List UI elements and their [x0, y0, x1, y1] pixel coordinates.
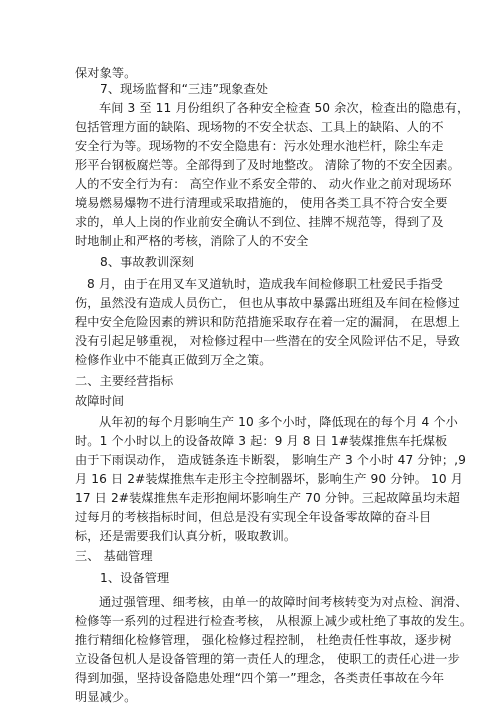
text-line: 通过强管理、细考核，由单一的故障时间考核转变为对点检、润滑、	[99, 595, 468, 609]
text-line: 推行精细化检修管理， 强化检修过程控制， 杜绝责任性事故，逐步树	[75, 633, 452, 647]
text-line: 由于下雨误动作， 造成链条连卡断裂， 影响生产 3 个小时 47 分钟；,9	[75, 453, 466, 467]
section-heading: 7、现场监督和“三违”现象查处	[100, 82, 269, 96]
text-line: 安全行为等。现场物的不安全隐患有：污水处理水池栏杆，除尘车走	[75, 139, 444, 153]
text-line: 从年初的每个月影响生产 10 多个小时，降低现在的每个月 4 个小	[99, 415, 458, 429]
text-line: 立设备包机人是设备管理的第一责任人的理念， 使职工的责任心进一步	[75, 652, 460, 666]
text-line: 检修作业中不能真正做到万全之策。	[75, 353, 272, 367]
text-line: 检修等一系列的过程进行检查考核， 从根源上减少或杜绝了事故的发生。	[75, 614, 473, 628]
text-line: 明显减少。	[75, 690, 137, 704]
text-line: 伤，虽然没有造成人员伤亡， 但也从事故中暴露出班组及车间在检修过	[75, 296, 460, 310]
text-line: 境易燃易爆物不进行清理或采取措施的， 使用各类工具不符合安全要	[75, 196, 448, 210]
section-heading: 三、 基础管理	[75, 549, 153, 563]
text-line: 过每月的考核指标时间，但总是没有实现全年设备零故障的奋斗目	[75, 510, 432, 524]
text-line: 求的，单人上岗的作业前安全确认不到位、挂牌不规范等，得到了及	[75, 215, 444, 229]
text-line: 得到加强，坚持设备隐患处理“四个第一”理念，各类责任事故在今年	[75, 671, 445, 685]
section-heading: 8、事故教训深刻	[100, 255, 194, 269]
text-line: 时地制止和严格的考核，消除了人的不安全	[75, 234, 309, 248]
text-line: 标，还是需要我们认真分析，吸取教训。	[75, 529, 297, 543]
text-line: 车间 3 至 11 月份组织了各种安全检查 50 余次，检查出的隐患有，	[99, 101, 470, 115]
text-line: 没有引起足够重视， 对检修过程中一些潜在的安全风险评估不足，导致	[75, 334, 460, 348]
text-line: 包括管理方面的缺陷、现场物的不安全状态、工具上的缺陷、人的不	[75, 120, 444, 134]
text-line: 17 日 2#装煤推焦车走形抱闸坏影响生产 70 分钟。三起故障虽均未超	[75, 491, 460, 505]
text-line: 形平台钢板腐烂等。全部得到了及时地整改。 清除了物的不安全因素。	[75, 158, 460, 172]
text-line: 程中安全危险因素的辨识和防范措施采取存在着一定的漏洞， 在思想上	[75, 315, 460, 329]
text-line: 保对象等。	[75, 66, 137, 80]
text-line: 月 16 日 2#装煤推焦车走形主令控制器坏，影响生产 90 分钟。 10 月	[75, 472, 464, 486]
subsection-heading: 1、设备管理	[100, 571, 170, 585]
section-heading: 二、主要经营指标	[75, 374, 174, 388]
subsection-heading: 故障时间	[75, 394, 125, 408]
text-line: 时。1 个小时以上的设备故障 3 起：9 月 8 日 1#装煤推焦车托煤板	[75, 434, 448, 448]
text-line: 8 月，由于在用叉车叉道轨时，造成我车间检修职工杜爱民手指受	[87, 277, 443, 291]
text-line: 人的不安全行为有： 高空作业不系安全带的、 动火作业之前对现场环	[75, 177, 452, 191]
